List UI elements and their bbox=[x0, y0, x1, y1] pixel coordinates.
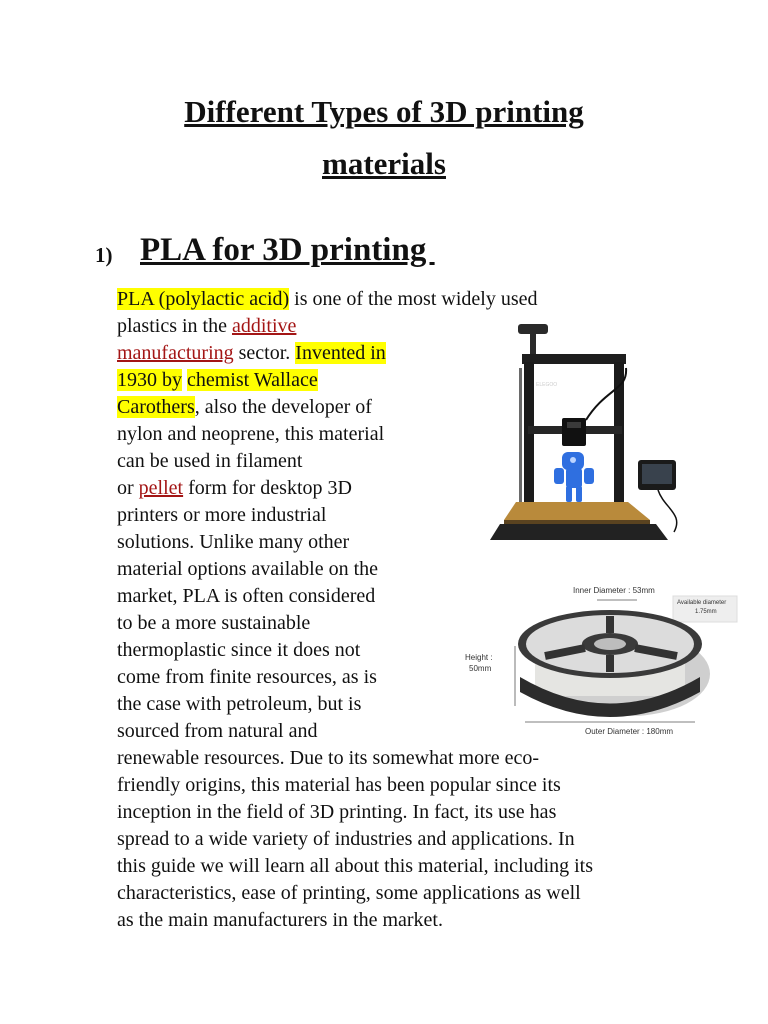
text-span: plastics in the bbox=[117, 315, 232, 337]
text-line: as the main manufacturers in the market. bbox=[117, 909, 443, 931]
text-span: or bbox=[117, 477, 139, 499]
link-pellet[interactable]: pellet bbox=[138, 477, 184, 499]
text-line: come from finite resources, as is bbox=[117, 666, 377, 688]
section-title: PLA for 3D printing bbox=[140, 232, 435, 268]
text-line: material options available on the bbox=[117, 558, 379, 580]
text-line: renewable resources. Due to its somewhat more eco- bbox=[117, 747, 540, 769]
printer-brand: ELEGOO bbox=[536, 382, 558, 388]
text-line bbox=[117, 313, 296, 340]
text-line: to be a more sustainable bbox=[117, 612, 311, 634]
text-line: friendly origins, this material has been popular since its bbox=[117, 774, 561, 796]
outer-diameter-label: Outer Diameter : 180mm bbox=[585, 727, 674, 736]
3d-printer-image bbox=[478, 318, 690, 550]
text-line: this guide we will learn all about this material, including its bbox=[117, 855, 594, 877]
text-span: sector. bbox=[233, 342, 296, 364]
link-manufacturing[interactable]: manufacturing bbox=[117, 342, 234, 364]
text-line: can be used in filament bbox=[117, 450, 303, 472]
text-line: spread to a wide variety of industries and applications. In bbox=[117, 828, 575, 850]
height-label: Height : bbox=[465, 653, 493, 662]
text-span: , also the developer of bbox=[194, 396, 372, 418]
text-line bbox=[117, 394, 372, 421]
text-line: market, PLA is often considered bbox=[117, 585, 376, 607]
text-line: thermoplastic since it does not bbox=[117, 639, 361, 661]
text-line: printers or more industrial bbox=[117, 504, 327, 526]
filament-spool-image bbox=[445, 582, 740, 740]
text-line: nylon and neoprene, this material bbox=[117, 423, 385, 445]
highlighted-text: 1930 by bbox=[117, 369, 182, 391]
document-title bbox=[0, 86, 768, 190]
available-diameter-value: 1.75mm bbox=[695, 609, 717, 615]
inner-diameter-label: Inner Diameter : 53mm bbox=[573, 586, 655, 595]
title-line-2: materials bbox=[322, 146, 446, 181]
text-line bbox=[117, 475, 352, 502]
section-number: 1) bbox=[95, 243, 113, 267]
highlighted-text: Invented in bbox=[295, 342, 386, 364]
text-line: inception in the field of 3D printing. In fact, its use has bbox=[117, 801, 557, 823]
title-line-1: Different Types of 3D printing bbox=[184, 94, 584, 129]
text-span: is one of the most widely used bbox=[289, 288, 538, 310]
text-line: sourced from natural and bbox=[117, 720, 318, 742]
available-diameter-label: Available diameter bbox=[677, 600, 727, 606]
highlighted-text: Carothers bbox=[117, 396, 195, 418]
link-additive[interactable]: additive bbox=[231, 315, 297, 337]
highlighted-text: PLA (polylactic acid) bbox=[117, 288, 290, 310]
text-line bbox=[117, 340, 386, 367]
text-line: the case with petroleum, but is bbox=[117, 693, 362, 715]
text-line bbox=[117, 367, 318, 394]
height-value: 50mm bbox=[469, 664, 492, 673]
text-span: form for desktop 3D bbox=[183, 477, 352, 499]
highlighted-text: chemist Wallace bbox=[187, 369, 318, 391]
text-line: characteristics, ease of printing, some applications as well bbox=[117, 882, 581, 904]
text-line: solutions. Unlike many other bbox=[117, 531, 350, 553]
text-line bbox=[117, 286, 537, 313]
